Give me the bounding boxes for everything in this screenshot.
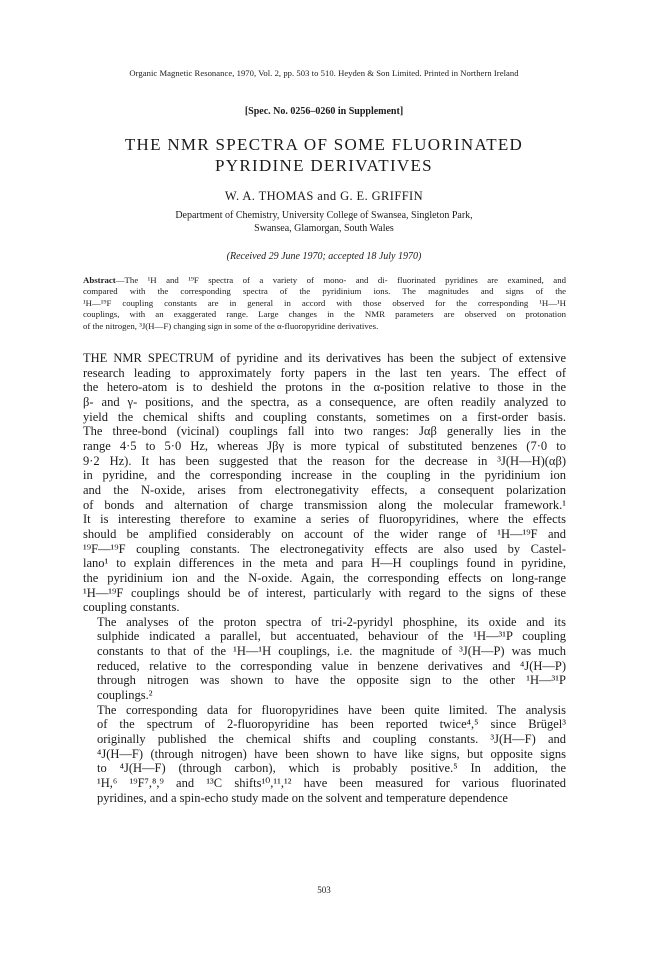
abstract (83, 275, 566, 332)
body-line: coupling constants. (83, 600, 180, 615)
body-line: reduced, relative to the corresponding value in benzene derivatives and ⁴J(H—P) (97, 658, 566, 673)
body-line: through nitrogen was shown to have the opposite sign to the other ¹H—³¹P (97, 673, 566, 688)
body-line: of bonds and alternation of charge transmission along the molecular framework.¹ (83, 497, 566, 512)
body-line: 9·2 Hz). It has been suggested that the reason for the decrease in ³J(H—H)(αβ) (83, 453, 566, 468)
body-line: The three-bond (vicinal) couplings fall into two ranges: Jαβ generally lies in the (83, 424, 566, 439)
body-line: The corresponding data for fluoropyridines have been quite limited. The analysis (97, 702, 566, 717)
body-line: originally published the chemical shifts and coupling constants. ³J(H—F) and (97, 732, 566, 747)
body-line: the hetero-atom is to deshield the protons in the α-position relative to those in the (83, 380, 566, 395)
body-line: yield the chemical shifts and coupling constants, sometimes on a first-order basis. (83, 409, 566, 424)
body-line: in pyridine, and the corresponding increase in the coupling in the pyridinium ion (83, 468, 566, 483)
body-line: ¹⁹F—¹⁹F coupling constants. The electronegativity effects are also used by Castel- (83, 541, 566, 556)
body-line: ¹H—¹⁹F couplings should be of interest, particularly with regard to the signs of these (83, 585, 566, 600)
abstract-line: —The ¹H and ¹⁹F spectra of a variety of mono- and di- fluorinated pyridines are examined, and (115, 275, 566, 285)
body-line: of the spectrum of 2-fluoropyridine has been reported twice⁴,⁵ since Brügel³ (97, 717, 566, 732)
abstract-line: compared with the corresponding spectra of the pyridinium ions. The magnitudes and signs of the (83, 286, 566, 297)
title-line: THE NMR SPECTRA OF SOME FLUORINATED (124, 135, 524, 154)
body-line: It is interesting therefore to examine a series of fluoropyridines, where the effects (83, 512, 566, 527)
abstract-line: ¹H—¹⁹F coupling constants are in general in accord with those observed for the corresponding ¹H—¹H (83, 297, 566, 308)
abstract-line: couplings, with an exaggerated range. Large changes in the NMR parameters are observed on protonation (83, 309, 566, 320)
body-line: pyridines, and a spin-echo study made on the solvent and temperature dependence (97, 790, 508, 805)
body-paragraph (83, 351, 566, 615)
body-line: ¹H,⁶ ¹⁹F⁷,⁸,⁹ and ¹³C shifts¹⁰,¹¹,¹² have been measured for various fluorinated (97, 776, 566, 791)
body-line: The analyses of the proton spectra of tri-2-pyridyl phosphine, its oxide and its (97, 614, 566, 629)
authors: W. A. THOMAS and G. E. GRIFFIN (224, 189, 424, 203)
body-line: should be amplified considerably on account of the wider range of ¹H—¹⁹F and (83, 526, 566, 541)
body-line: β- and γ- positions, and the spectra, as a consequence, are often readily analyzed to (83, 394, 566, 409)
body-line: and the N-oxide, arises from electronegativity effects, a consequent polarization (83, 482, 566, 497)
affiliation (0, 209, 648, 235)
affiliation-line: Swansea, Glamorgan, South Wales (254, 223, 394, 234)
title-line: PYRIDINE DERIVATIVES (215, 156, 433, 175)
body-paragraph (83, 615, 566, 703)
body-line: research leading to approximately forty papers in the last ten years. The effect of (83, 365, 566, 380)
abstract-line: of the nitrogen, ³J(H—F) changing sign in some of the α-fluoropyridine derivatives. (83, 320, 379, 331)
running-head: Organic Magnetic Resonance, 1970, Vol. 2, pp. 503 to 510. Heyden & Son Limited. Printed in Northern Ireland (129, 68, 519, 78)
body-line: the pyridinium ion and the N-oxide. Again, the corresponding effects on long-range (83, 570, 566, 585)
received-dates: (Received 29 June 1970; accepted 18 July 1970) (226, 251, 422, 262)
body-line: to ⁴J(H—F) (through carbon), which is probably positive.⁵ In addition, the (97, 761, 566, 776)
body-line: range 4·5 to 5·0 Hz, whereas Jβγ is more typical of substituted benzenes (7·0 to (83, 438, 566, 453)
spec-number: [Spec. No. 0256–0260 in Supplement] (244, 106, 404, 117)
page-number: 503 (317, 885, 331, 895)
body-line: THE NMR SPECTRUM of pyridine and its derivatives has been the subject of extensive (83, 351, 566, 365)
body-text (83, 351, 566, 805)
article-title (0, 134, 648, 176)
body-line: lano¹ to explain differences in the meta and para H—H couplings found in pyridine, (83, 556, 566, 571)
body-paragraph (83, 703, 566, 806)
body-line: constants to that of the ¹H—¹H couplings, i.e. the magnitude of ³J(H—P) was much (97, 644, 566, 659)
body-line: ⁴J(H—F) (through nitrogen) have been shown to have like signs, but opposite signs (97, 746, 566, 761)
body-line: sulphide indicated a parallel, but accentuated, behaviour of the ¹H—³¹P coupling (97, 629, 566, 644)
abstract-label: Abstract (83, 275, 116, 285)
body-line: couplings.² (97, 688, 153, 703)
affiliation-line: Department of Chemistry, University College of Swansea, Singleton Park, (175, 210, 473, 221)
